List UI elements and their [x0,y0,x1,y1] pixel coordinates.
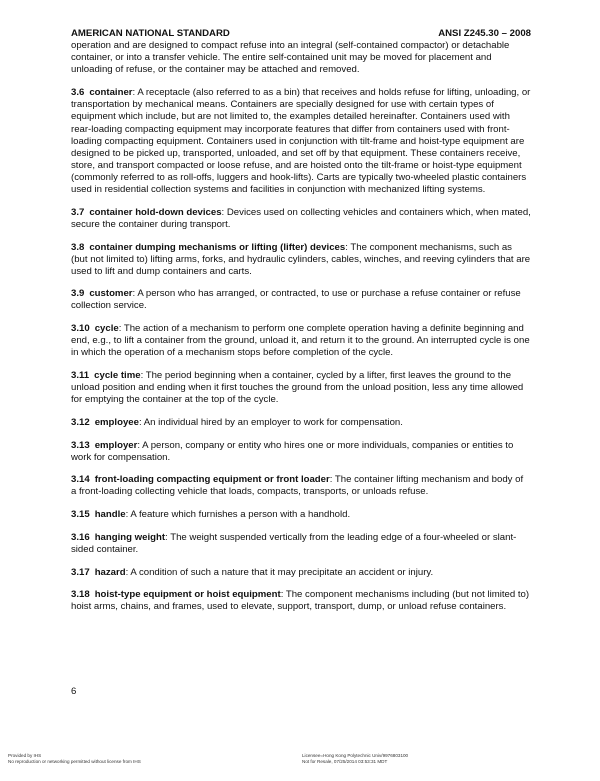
header-standard-label: AMERICAN NATIONAL STANDARD [71,28,230,39]
definition-paragraph [71,87,531,196]
definition-number: 3.10 [71,323,90,335]
definition-number: 3.8 [71,241,85,253]
definition-term: hazard [94,566,126,578]
definition-number: 3.18 [71,589,90,601]
definition-term: handle [94,509,126,521]
definition-text: : The container lifting mechanism and body of a front-loading collecting vehicle that loads, compacts, transports, or unloads refuse. [71,474,524,498]
definition-term: hoist-type equipment or hoist equipment [94,589,281,601]
definition-number: 3.16 [71,531,90,543]
definition-paragraph [71,417,531,429]
definition-number: 3.7 [71,206,85,218]
footer-licensee-line: Licensee=Hong Kong Polytechnic Univ/9976803100 [302,753,409,758]
definition-number: 3.9 [71,288,85,300]
footer-resale-line: Not for Resale, 07/25/2014 03:53:31 MDT [302,759,388,764]
definition-term: front-loading compacting equipment or front loader [94,474,330,486]
footer-provider-line: Provided by IHS [8,753,42,758]
definition-number: 3.17 [71,566,90,578]
definition-text: : The action of a mechanism to perform one complete operation having a definite beginning and end, e.g., to lift a container from the ground, unload it, and return it to the ground. An interrupted cycle is one in which the operation of a mechanism stops before completion of the cycle. [71,323,530,359]
definition-number: 3.15 [71,509,90,521]
definition-paragraph [71,440,531,464]
definition-paragraph [71,207,531,231]
definition-paragraph [71,242,531,278]
definition-term: container dumping mechanisms or lifting (lifter) devices [89,241,346,253]
definition-text: : The period beginning when a container, cycled by a lifter, first leaves the ground to the unload position and ending when it first touches the ground from the unload position, less any time allowed for emptying the container at the top of the cycle. [71,370,524,406]
definition-paragraph [71,288,531,312]
definition-paragraph [71,589,531,613]
definition-text: : An individual hired by an employer to work for compensation. [138,416,403,428]
definition-text: : The weight suspended vertically from the leading edge of a four-wheeled or slant-sided container. [71,531,517,555]
definition-number: 3.13 [71,439,90,451]
definition-text: : A person, company or entity who hires one or more individuals, companies or entities to work for compensation. [71,439,514,463]
running-header [71,28,531,40]
definition-paragraph [71,370,531,406]
definition-term: cycle time [94,370,141,382]
definition-text: : The component mechanisms including (but not limited to) hoist arms, chains, and frames, used to elevate, support, transport, dump, or unload refuse containers. [71,589,530,613]
definition-number: 3.6 [71,87,85,99]
definition-term: container [89,87,133,99]
definition-term: hanging weight [94,531,166,543]
definition-text: : The component mechanisms, such as (but not limited to) lifting arms, forks, and hydraulic cylinders, cables, winches, and reeving cylinders that are used to lift and dump containers and carts. [71,241,531,277]
definition-paragraph [71,323,531,359]
footer-provider [8,753,141,765]
document-body [71,40,531,624]
footer-licensee [302,753,408,765]
page-number: 6 [71,686,77,697]
definition-term: customer [89,288,133,300]
definition-term: cycle [94,323,119,335]
definition-term: container hold-down devices [89,206,222,218]
definitions-list [71,87,531,613]
definition-paragraph [71,532,531,556]
header-standard-number: ANSI Z245.30 – 2008 [438,28,531,39]
definition-text: : A receptacle (also referred to as a bin) that receives and holds refuse for lifting, unloading, or transportation by mechanical means. Containers are specially designed for use with certain types of equipment which include, but are not limited to, the examples detailed hereinafter. Containers used with rear-loading compacting equipment may incorporate features that differ from containers used with front-loading compacting equipment. Containers used in conjunction with tilt-frame and hoist-type equipment are designed to be picked up, transported, unloaded, and set off by that equipment. These containers receive, store, and transport compacted or loose refuse, and are hoisted onto the tilt-frame or hoist-type equipment (commonly referred to as roll-offs, luggers and hook-lifts). Carts are typically two-wheeled plastic containers used in residential collection systems and facilities in conjunction with mechanized lifting systems. [71,87,531,196]
definition-text: : Devices used on collecting vehicles and containers which, when mated, secure the container during transport. [71,206,531,230]
definition-paragraph [71,509,531,521]
definition-term: employer [94,439,138,451]
definition-paragraph [71,567,531,579]
definition-term: employee [94,416,139,428]
definition-text: : A condition of such a nature that it may precipitate an accident or injury. [125,566,434,578]
definition-text: : A person who has arranged, or contracted, to use or purchase a refuse container or refuse collection service. [71,288,521,312]
definition-paragraph [71,474,531,498]
definition-number: 3.14 [71,474,90,486]
definition-number: 3.12 [71,416,90,428]
definition-number: 3.11 [71,370,90,382]
footer-license-notice: No reproduction or networking permitted without license from IHS [8,759,141,764]
intro-paragraph: operation and are designed to compact refuse into an integral (self-contained compactor) or detachable container, or into a transfer vehicle. The entire self-contained unit may be moved for placement and unloading of refuse, or the container may be attached and removed. [71,40,510,76]
definition-text: : A feature which furnishes a person with a handhold. [125,509,351,521]
